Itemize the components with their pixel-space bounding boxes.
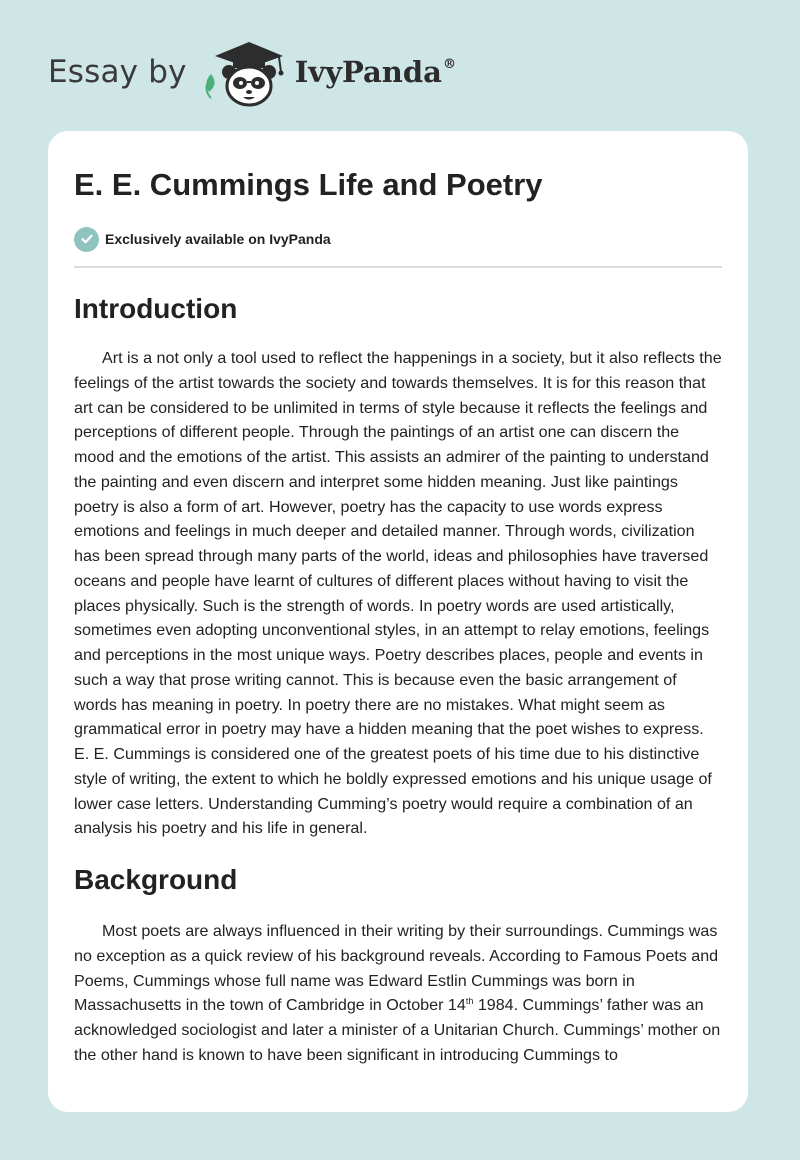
exclusive-badge — [74, 226, 722, 252]
page-title: E. E. Cummings Life and Poetry — [74, 167, 543, 202]
section-heading-background: Background — [74, 864, 238, 895]
background-paragraph: Most poets are always influenced in their writing by their surroundings. Cummings was no exception as a quick review of his background reveals. According to Famous Poets and Poems, Cummings whose full name was Edward Estlin Cummings was born in Massachusetts in the town of Cambridge in October 14th 1984. Cummings’ father was an acknowledged sociologist and later a minister of a Unitarian Church. Cummings’ mother on the other hand is known to have been significant in introducing Cummings to — [74, 922, 721, 1064]
badge-label: Exclusively available on IvyPanda — [105, 231, 331, 247]
essay-by-label: Essay by — [48, 54, 187, 90]
divider — [74, 266, 722, 268]
introduction-paragraph: Art is a not only a tool used to reflect the happenings in a society, but it also reflects the feelings of the artist towards the society and towards themselves. It is for this reason that art can be considered to be unlimited in terms of style because it reflects the feelings and perceptions of different people. Through the paintings of an artist one can discern the mood and the emotions of the artist. This assists an admirer of the painting to understand the painting and even discern and interpret some hidden meaning. Just like paintings poetry is also a form of art. However, poetry has the capacity to use words express emotions and feelings in much deeper and detailed manner. Through words, civilization has been spread through many parts of the world, ideas and philosophies have traversed oceans and people have learnt of cultures of different places without having to visit the places physically. Such is the strength of words. In poetry words are used artistically, sometimes even adopting unconventional styles, in an attempt to relay emotions, feelings and perceptions in the most unique ways. Poetry describes places, people and events in such a way that prose writing cannot. This is because even the basic arrangement of words has meaning in poetry. In poetry there are no mistakes. What might seem as grammatical error in poetry may have a hidden meaning that the poet wishes to express. E. E. Cummings is considered one of the greatest poets of his time due to his distinctive style of writing, the extent to which he boldly expressed emotions and his unique usage of lower case letters. Understanding Cumming’s poetry would require a combination of an analysis his poetry and his life in general. — [74, 349, 722, 838]
check-circle-icon — [74, 227, 99, 252]
site-header — [48, 36, 456, 108]
essay-card — [48, 131, 748, 1112]
panda-logo-icon[interactable] — [201, 36, 291, 108]
section-heading-introduction: Introduction — [74, 293, 238, 324]
registered-mark: ® — [442, 57, 456, 72]
brand-name[interactable]: IvyPanda® — [294, 55, 456, 89]
ordinal-suffix: th — [465, 996, 474, 1007]
